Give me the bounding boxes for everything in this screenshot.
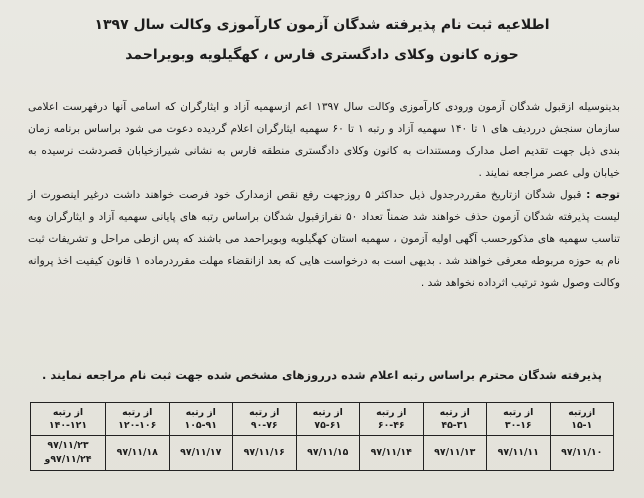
rank-cell: از رتبه ۳۰-۱۶ (487, 403, 551, 436)
date-cell: ۹۷/۱۱/۱۰ (550, 436, 614, 471)
rank-cell: از رتبه ۶۰-۴۶ (360, 403, 424, 436)
date-cell: ۹۷/۱۱/۱۳ (423, 436, 487, 471)
date-cell: ۹۷/۱۱/۲۳ ۹۷/۱۱/۲۴و (31, 436, 106, 471)
rank-cell: از رتبه ۹۰-۷۶ (233, 403, 297, 436)
date-cell: ۹۷/۱۱/۱۸ (106, 436, 170, 471)
note-paragraph (28, 184, 620, 294)
date-cell: ۹۷/۱۱/۱۷ (169, 436, 233, 471)
date-cell: ۹۷/۱۱/۱۱ (487, 436, 551, 471)
schedule-heading: پذیرفته شدگان محترم براساس رتبه اعلام شده درروزهای مشخص شده جهت ثبت نام مراجعه نمایند . (42, 368, 602, 382)
date-cell: ۹۷/۱۱/۱۴ (360, 436, 424, 471)
date-cell: ۹۷/۱۱/۱۶ (233, 436, 297, 471)
note-label: توجه : (586, 189, 620, 201)
announcement-title: اطلاعیه ثبت نام پذیرفته شدگان آزمون کارآموزی وکالت سال ۱۳۹۷ (94, 17, 550, 33)
rank-cell: از رتبه ۱۴۰-۱۲۱ (31, 403, 106, 436)
rank-cell: از رتبه ۷۵-۶۱ (296, 403, 360, 436)
announcement-subtitle: حوزه کانون وکلای دادگستری فارس ، کهگیلویه وبویراحمد (125, 47, 519, 63)
table-row-ranks (31, 403, 614, 436)
date-cell: ۹۷/۱۱/۱۵ (296, 436, 360, 471)
announcement-body (28, 96, 620, 294)
rank-cell: از رتبه ۴۵-۳۱ (423, 403, 487, 436)
header (0, 14, 644, 66)
rank-cell: از رتبه ۱۲۰-۱۰۶ (106, 403, 170, 436)
schedule-table (30, 402, 614, 471)
table-row-dates (31, 436, 614, 471)
note-text: قبول شدگان ازتاریخ مقرردرجدول ذیل حداکثر ۵ روزجهت رفع نقص ازمدارک خود فرصت خواهند داشت درغیر اینصورت از لیست پذیرفته شدگان آزمون حذف خواهند شد ضمناً تعداد ۵۰ نفرازقبول شدگان براساس رتبه های پایانی سهمیه آزاد و ایثارگران وبه تناسب سهمیه های مذکورحسب آگهی اولیه آزمون ، سهمیه استان کهگیلویه وبویراحمد می باشند که پس ازطی مراحل و تشریفات ثبت نام به حوزه مربوطه معرفی خواهند شد . بدیهی است به درخواست هایی که بعد ازانقضاء مهلت مقرردرماده ۱ قانون کیفیت اخذ پروانه وکالت وصول شود ترتیب اثرداده نخواهد شد . (28, 189, 620, 289)
rank-cell: از رتبه ۱۰۵-۹۱ (169, 403, 233, 436)
rank-cell: ازرتبه ۱۵-۱ (550, 403, 614, 436)
intro-paragraph: بدینوسیله ازقبول شدگان آزمون ورودی کارآموزی وکالت سال ۱۳۹۷ اعم ازسهمیه آزاد و ایثارگران که اسامی آنها درفهرست اعلامی سازمان سنجش دررديف های ۱ تا ۱۴۰ سهمیه آزاد و رتبه ۱ تا ۶۰ سهمیه ایثارگران اعلام گردیده دعوت می شود براساس برنامه زمان بندی ذیل جهت تقدیم اصل مدارک ومستندات به کانون وکلای دادگستری منطقه فارس به نشانی شیرازخیابان قصردشت نرسیده به خیابان ولی عصر مراجعه نمایند . (28, 101, 621, 179)
